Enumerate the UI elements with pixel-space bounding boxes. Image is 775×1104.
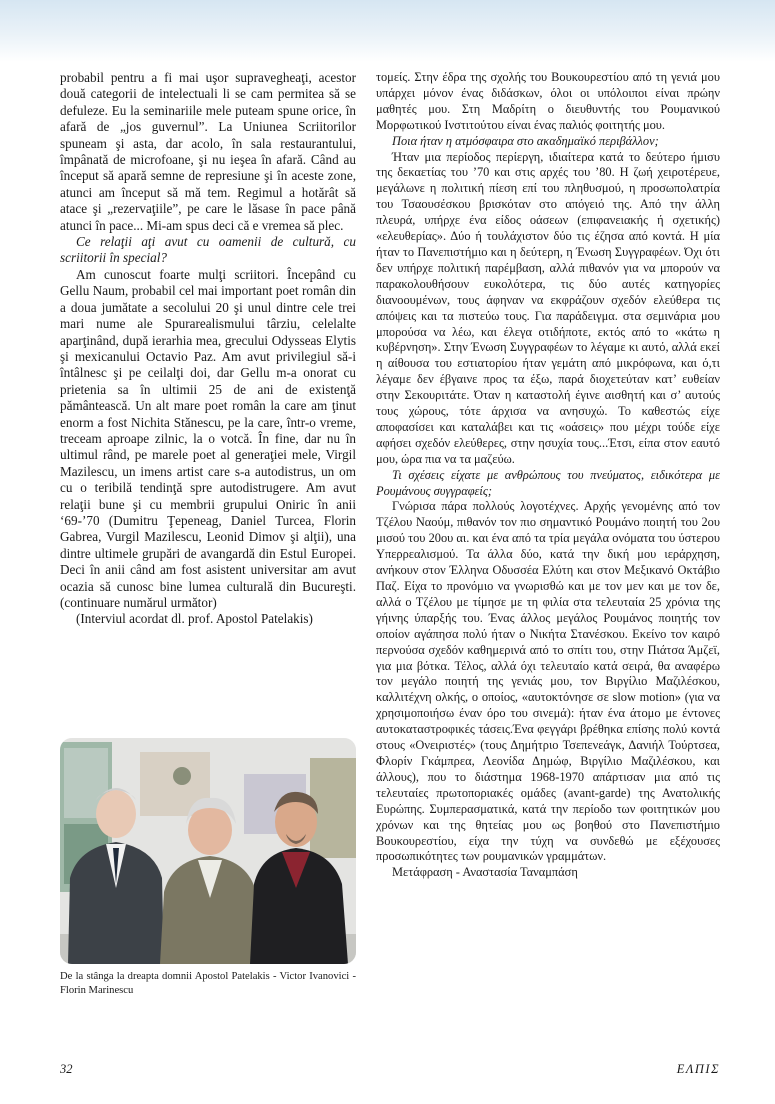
person-middle-face xyxy=(188,805,232,855)
interview-question: Ποια ήταν η ατμόσφαιρα στο ακαδημαϊκό περιβάλλον; xyxy=(392,133,659,148)
paragraph: Ήταν μια περίοδος περίεργη, ιδιαίτερα κατά το δεύτερο ήμισυ της δεκαετίας του ’70 και στις αρχές του ’80. Η ζωή χειροτέρευε, μεγάλωνε η πολιτική πίεση επί του πληθυσμού, η προσωπολατρία του Τσαουσέσκου βρισκόταν στο απόγειό της. Από την άλλη πλευρά, υπήρχε ένα είδος οάσεων (επιφανειακής ή σχετικής) «ελευθερίας». Δύο ή τουλάχιστον δύο τις έζησα από κοντά. Η μία ήταν το Πανεπιστήμιο και η δεύτερη, η Ένωση Συγγραφέων. Όχι ότι δεν υπήρχε πολιτική παρέμβαση, αλλά πιθανόν για να μπορούν να παρακολουθήσουν ευκολότερα, τις δύο αυτές κατηγορίες διανοουμένων, τους άφηναν να εκφράζουν σχεδόν ελεύθερα τις απόψεις και τα πιστεύω τους. Για παράδειγμα. στα σεμινάρια μου μπορούσα να λέω, και έλεγα οτιδήποτε, εκτός από το «κάτω η κυβέρνηση». Στην Ένωση Συγγραφέων το λέγαμε κι αυτό, αλλά εκεί η αίθουσα του εστιατορίου ήταν γεμάτη από μικρόφωνα, και ό,τι λέγαμε δεν έβγαινε προς τα έξω, παρά διοχετεύταν κατ’ ευθείαν στην Σεκουριτάτε. Όταν η καταστολή έγινε αισθητή και σ’ αυτούς τους χώρους, τότε άρχισα να ανησυχώ. Το καθεστώς είχε αποφασίσει και καταλάβει και τις «οάσεις» που μέχρι τούδε είχε αφήσει σχεδόν ελεύθερες, στην ησυχία τους...Έτσι, είπα στον εαυτό μου, ώρα πια να τα μαζεύω. xyxy=(376,149,720,466)
person-left-face xyxy=(96,790,136,838)
header-band xyxy=(0,0,775,62)
paragraph: Am cunoscut foarte mulţi scriitori. Începând cu Gellu Naum, probabil cel mai important poet român din a doua jumătate a secolului 20 şi unul dintre cele trei mari nume ale Spurarealismului târziu, celelalte aparţinând, după ierarhia mea, grecului Odysseas Elytis şi mexicanului Octavio Paz. Am avut privilegiul să-i întâlnesc şi pe ceilalţi doi, dar Gellu m-a onorat cu prietenia sa în ultimii 25 de ani de existenţă pământească. Un alt mare poet român la care am ţinut enorm a fost Nichita Stănescu, pe la care, într-o vreme, treceam aproape zilnic, la o votcă. În fine, dar nu în ultimul rând, pe marele poet al generaţiei mele, Virgil Mazilescu, un imens artist care s-a autodistrus, un om cu o teribilă tendinţă spre autodistrugere. Am avut relaţii bune şi cu membrii grupului Oniric în anii ‘69-’70 (Dumitru Ţepeneag, Daniel Turcea, Florin Gabrea, Vurgil Mazilescu, Leonid Dimov şi alţii), una dintre ultimele grupări de avangardă din Estul Europei. Deci în anii când am fost asistent universitar am avut ocazia să cunosc bine lumea culturală din Bucureşti.(continuare numărul următor) xyxy=(60,266,356,610)
paragraph: probabil pentru a fi mai uşor supravegheaţi, acestor două categorii de intelectuali li se cam permitea să se defuleze. Eu la seminariile mele puteam spune orice, în afară de „jos guvernul”. La Uniunea Scriitorilor spuneam şi asta, dar acolo, în sala restaurantului, împânată de microfoane, şi nu ieşea în afară. Când au început să apară semne de represiune şi în aceste zone, atunci am început să mă tem. Regimul a hotărât să atace şi „rezervaţiile”, pe care le lăsase în pace până atunci în pace... Mi-am spus deci că e vremea să plec. xyxy=(60,70,356,233)
paragraph: Γνώρισα πάρα πολλούς λογοτέχνες. Αρχής γενομένης από τον Τζέλου Ναούμ, πιθανόν τον πιο σημαντικό Ρουμάνο ποιητή του 2ου μισού του 20ου αι. και ένα από τα τρία μεγάλα ονόματα του ύστερου Υπερρεαλισμού. Τα άλλα δύο, κατά την δική μου ιεράρχηση, ανήκουν στον Έλληνα Οδυσσέα Ελύτη και στον Μεξικανό Οκτάβιο Παζ. Είχα το προνόμιο να γνωρισθώ και με τον μεν και με τον δε, αλλά ο Τζέλου με τίμησε με τη φιλία στα τελευταία 25 χρόνια της γήινης ύπαρξής του. Ένας άλλος μεγάλος Ρουμάνος ποιητής τον οποίον αγάπησα πολύ ήταν ο Νικήτα Στανέσκου. Εκείνο τον καιρό περνούσα σχεδόν καθημερινά από το σπίτι του, στην Πιάτσα Άμζεϊ, για μια βότκα. Τέλος, αλλά όχι τελευταίο κατά σειρά, θα αναφέρω τον μεγάλο ποιητή της γενιάς μου, τον Βιργίλιο Μαζιλέσκου, καλλιτέχνη ολκής, ο οποίος, «αυτοκτόνησε σε slow motion» (για να χρησιμοποιήσω έναν όρο του σινεμά): ήταν ένα άτομο με έντονες αυτοκαταστροφικές τάσεις.Ένα φεγγάρι βρέθηκα επίσης πολύ κοντά στους «Ονειριστές» (τους Δημήτριο Τσεπενεάγκ, Δανιήλ Τούρτσεα, Φλορίν Γκάμπρεα, Λεονίδα Δημώφ, Βιργίλιο Μαζιλέσκου, και άλλους), που το διάστημα 1968-1970 απάρτισαν μια από τις τελευταίες πρωτοποριακές ομάδες (avant-garde) της Ανατολικής Ευρώπης. Συμπερασματικά, κατά την περίοδο των φοιτητικών μου χρόνων και της θητείας μου ως βοηθού στο Πανεπιστήμιο Βουκουρεστίου, είχα την τύχη να συνδεθώ με εξέχουσες προσωπικότητες των ρουμανικών γραμμάτων. xyxy=(376,499,720,864)
page-number: 32 xyxy=(60,1062,73,1076)
interview-question: Ce relaţii aţi avut cu oamenii de cultură, cu scriitorii în special? xyxy=(60,234,356,266)
paragraph: τομείς. Στην έδρα της σχολής του Βουκουρεστίου από τη γενιά μου υπάρχει μόνον ένας διδάσκων, όλοι οι υπόλοιποι είναι πρώην μαθητές μου. Στη Μαδρίτη ο διευθυντής του Ρουμανικού Μορφωτικού Ινστιτούτου είναι ένας παλιός φοιτητής μου. xyxy=(376,70,720,132)
left-column xyxy=(60,70,356,628)
translator-credit: Μετάφραση - Αναστασία Ταναμπάση xyxy=(392,865,578,880)
right-column xyxy=(376,70,720,881)
journal-name: ΕΛΠΙΣ xyxy=(676,1062,720,1076)
photo-caption: De la stânga la dreapta domnii Apostol Patelakis - Victor Ivanovici - Florin Marinescu xyxy=(60,971,356,996)
interview-credit: (Interviul acordat dl. prof. Apostol Patelakis) xyxy=(76,611,313,627)
interview-question: Τι σχέσεις είχατε με ανθρώπους του πνεύματος, ειδικότερα με Ρουμάνους συγγραφείς; xyxy=(376,467,720,498)
photo-illustration xyxy=(60,738,356,964)
photo-three-men xyxy=(60,738,356,964)
